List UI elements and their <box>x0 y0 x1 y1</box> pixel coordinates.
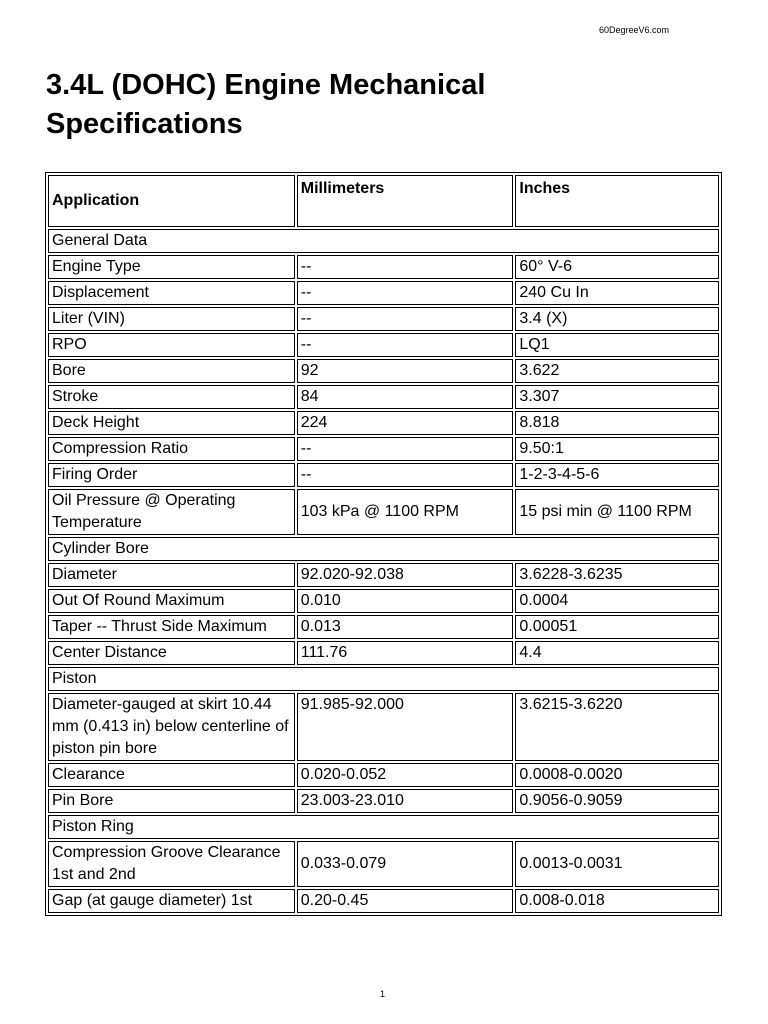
section-label: General Data <box>48 229 719 253</box>
section-row <box>48 667 719 691</box>
cell-millimeters: 103 kPa @ 1100 RPM <box>297 489 514 535</box>
cell-application: Gap (at gauge diameter) 1st <box>48 889 295 913</box>
table-row <box>48 255 719 279</box>
cell-millimeters: -- <box>297 255 514 279</box>
cell-millimeters: 0.020-0.052 <box>297 763 514 787</box>
cell-inches: LQ1 <box>515 333 719 357</box>
table-row <box>48 411 719 435</box>
cell-millimeters: -- <box>297 281 514 305</box>
table-row <box>48 589 719 613</box>
cell-millimeters: -- <box>297 333 514 357</box>
cell-inches: 4.4 <box>515 641 719 665</box>
cell-inches: 3.4 (X) <box>515 307 719 331</box>
cell-application: Deck Height <box>48 411 295 435</box>
cell-inches: 1-2-3-4-5-6 <box>515 463 719 487</box>
table-header-row <box>48 175 719 227</box>
cell-inches: 240 Cu In <box>515 281 719 305</box>
cell-millimeters: 224 <box>297 411 514 435</box>
cell-application: Firing Order <box>48 463 295 487</box>
header-inches: Inches <box>515 175 719 227</box>
cell-inches: 0.9056-0.9059 <box>515 789 719 813</box>
cell-application: Bore <box>48 359 295 383</box>
cell-millimeters: 111.76 <box>297 641 514 665</box>
cell-application: Out Of Round Maximum <box>48 589 295 613</box>
cell-millimeters: 0.20-0.45 <box>297 889 514 913</box>
page-number: 1 <box>380 989 386 999</box>
section-label: Piston Ring <box>48 815 719 839</box>
cell-inches: 0.0013-0.0031 <box>515 841 719 887</box>
cell-application: Center Distance <box>48 641 295 665</box>
cell-inches: 0.0008-0.0020 <box>515 763 719 787</box>
table-row <box>48 489 719 535</box>
cell-inches: 9.50:1 <box>515 437 719 461</box>
cell-inches: 60° V-6 <box>515 255 719 279</box>
cell-application: Taper -- Thrust Side Maximum <box>48 615 295 639</box>
cell-inches: 0.008-0.018 <box>515 889 719 913</box>
cell-millimeters: 92.020-92.038 <box>297 563 514 587</box>
cell-application: Diameter-gauged at skirt 10.44 mm (0.413 in) below centerline of piston pin bore <box>48 693 295 761</box>
header-application: Application <box>48 175 295 227</box>
table-row <box>48 615 719 639</box>
cell-inches: 3.6215-3.6220 <box>515 693 719 761</box>
table-row <box>48 789 719 813</box>
table-row <box>48 281 719 305</box>
cell-millimeters: -- <box>297 463 514 487</box>
cell-application: Compression Ratio <box>48 437 295 461</box>
cell-inches: 3.6228-3.6235 <box>515 563 719 587</box>
cell-inches: 3.622 <box>515 359 719 383</box>
table-row <box>48 841 719 887</box>
cell-application: Diameter <box>48 563 295 587</box>
table-row <box>48 889 719 913</box>
cell-inches: 8.818 <box>515 411 719 435</box>
section-label: Piston <box>48 667 719 691</box>
cell-millimeters: -- <box>297 307 514 331</box>
section-label: Cylinder Bore <box>48 537 719 561</box>
page-title: 3.4L (DOHC) Engine Mechanical Specifications <box>46 69 486 140</box>
table-row <box>48 359 719 383</box>
spec-table-container <box>45 172 722 978</box>
table-row <box>48 641 719 665</box>
spec-table-body <box>48 175 719 913</box>
cell-inches: 0.00051 <box>515 615 719 639</box>
section-row <box>48 537 719 561</box>
cell-millimeters: 92 <box>297 359 514 383</box>
cell-application: Engine Type <box>48 255 295 279</box>
cell-inches: 15 psi min @ 1100 RPM <box>515 489 719 535</box>
cell-application: Pin Bore <box>48 789 295 813</box>
cell-millimeters: 23.003-23.010 <box>297 789 514 813</box>
cell-millimeters: 91.985-92.000 <box>297 693 514 761</box>
cell-application: Liter (VIN) <box>48 307 295 331</box>
table-row <box>48 307 719 331</box>
cell-millimeters: 0.013 <box>297 615 514 639</box>
section-row <box>48 229 719 253</box>
table-row <box>48 463 719 487</box>
cell-millimeters: -- <box>297 437 514 461</box>
site-name: 60DegreeV6.com <box>599 25 670 35</box>
spec-table <box>45 172 722 916</box>
section-row <box>48 815 719 839</box>
cell-application: Displacement <box>48 281 295 305</box>
table-row <box>48 437 719 461</box>
cell-application: Oil Pressure @ Operating Temperature <box>48 489 295 535</box>
cell-application: Compression Groove Clearance 1st and 2nd <box>48 841 295 887</box>
table-row <box>48 763 719 787</box>
cell-inches: 0.0004 <box>515 589 719 613</box>
cell-millimeters: 84 <box>297 385 514 409</box>
header-millimeters: Millimeters <box>297 175 514 227</box>
table-row <box>48 385 719 409</box>
cell-application: RPO <box>48 333 295 357</box>
cell-application: Stroke <box>48 385 295 409</box>
table-row <box>48 693 719 761</box>
cell-millimeters: 0.010 <box>297 589 514 613</box>
cell-millimeters: 0.033-0.079 <box>297 841 514 887</box>
cell-inches: 3.307 <box>515 385 719 409</box>
cell-application: Clearance <box>48 763 295 787</box>
table-row <box>48 563 719 587</box>
table-row <box>48 333 719 357</box>
